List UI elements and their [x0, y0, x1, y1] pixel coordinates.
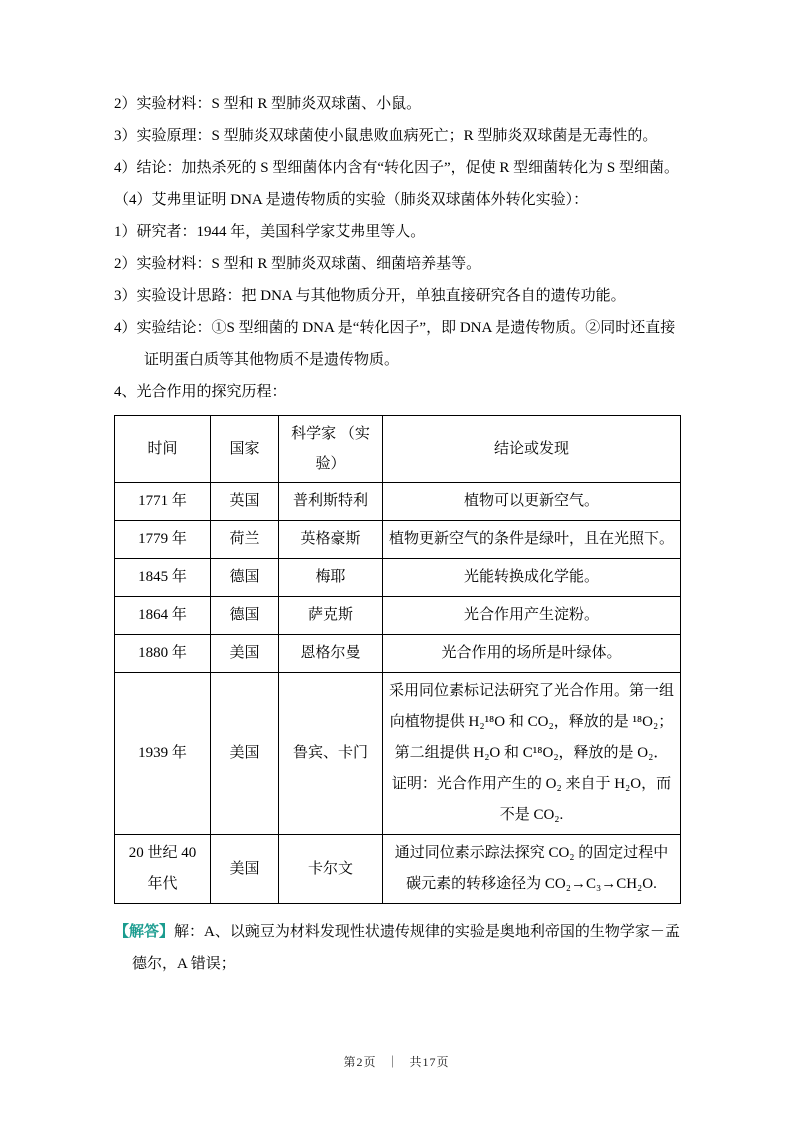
- cell-scientist: 萨克斯: [279, 597, 383, 635]
- cell-country: 美国: [211, 673, 279, 835]
- table-row: [115, 521, 681, 559]
- answer-paragraph: [114, 916, 682, 980]
- cell-country: 德国: [211, 597, 279, 635]
- footer-page-number: 第2页: [343, 1055, 377, 1069]
- cell-time: 1845 年: [115, 559, 211, 597]
- table-row: [115, 597, 681, 635]
- footer-separator: ｜: [386, 1055, 400, 1069]
- cell-time: 20 世纪 40 年代: [115, 835, 211, 904]
- cell-scientist: 卡尔文: [279, 835, 383, 904]
- page-footer: [0, 1053, 793, 1070]
- cell-country: 美国: [211, 635, 279, 673]
- cell-conclusion: 光合作用的场所是叶绿体。: [383, 635, 681, 673]
- cell-time: 1939 年: [115, 673, 211, 835]
- cell-conclusion: 采用同位素标记法研究了光合作用。第一组向植物提供 H₂¹⁸O 和 CO₂，释放的是 ¹⁸O₂；第二组提供 H₂O 和 C¹⁸O₂，释放的是 O₂．证明：光合作用产生的 O₂ 来自于 H₂O，而不是 CO₂.: [383, 673, 681, 835]
- answer-label: 【解答】: [114, 924, 175, 940]
- cell-country: 美国: [211, 835, 279, 904]
- cell-conclusion: 光合作用产生淀粉。: [383, 597, 681, 635]
- cell-scientist: 普利斯特利: [279, 483, 383, 521]
- paragraph-photosynthesis-heading: 4、光合作用的探究历程：: [114, 384, 287, 400]
- paragraph-design-idea: 3）实验设计思路：把 DNA 与其他物质分开，单独直接研究各自的遗传功能。: [114, 288, 626, 304]
- paragraph-exp-principle: 3）实验原理：S 型肺炎双球菌使小鼠患败血病死亡；R 型肺炎双球菌是无毒性的。: [114, 128, 658, 144]
- header-time: 时间: [115, 416, 211, 483]
- cell-conclusion: 植物更新空气的条件是绿叶，且在光照下。: [383, 521, 681, 559]
- paragraph-exp-conclusion: 4）实验结论：①S 型细菌的 DNA 是“转化因子”，即 DNA 是遗传物质。②同时还直接证明蛋白质等其他物质不是遗传物质。: [114, 320, 676, 368]
- table-row: [115, 835, 681, 904]
- cell-scientist: 英格豪斯: [279, 521, 383, 559]
- table-row: [115, 635, 681, 673]
- cell-time: 1779 年: [115, 521, 211, 559]
- cell-time: 1771 年: [115, 483, 211, 521]
- paragraph-avery-material: 2）实验材料：S 型和 R 型肺炎双球菌、细菌培养基等。: [114, 256, 482, 272]
- photosynthesis-history-table: [114, 415, 681, 904]
- cell-conclusion: 植物可以更新空气。: [383, 483, 681, 521]
- document-content: [114, 88, 682, 980]
- cell-time: 1880 年: [115, 635, 211, 673]
- cell-time: 1864 年: [115, 597, 211, 635]
- table-row: [115, 673, 681, 835]
- cell-country: 德国: [211, 559, 279, 597]
- table-row: [115, 483, 681, 521]
- table-row: [115, 559, 681, 597]
- header-conclusion: 结论或发现: [383, 416, 681, 483]
- header-country: 国家: [211, 416, 279, 483]
- paragraph-avery-title: （4）艾弗里证明 DNA 是遗传物质的实验（肺炎双球菌体外转化实验）：: [114, 192, 589, 208]
- cell-scientist: 梅耶: [279, 559, 383, 597]
- cell-country: 英国: [211, 483, 279, 521]
- paragraph-researcher: 1）研究者：1944 年，美国科学家艾弗里等人。: [114, 224, 426, 240]
- cell-conclusion: 光能转换成化学能。: [383, 559, 681, 597]
- table-header-row: [115, 416, 681, 483]
- footer-total-pages: 共17页: [409, 1055, 450, 1069]
- cell-scientist: 鲁宾、卡门: [279, 673, 383, 835]
- paragraph-conclusion: 4）结论：加热杀死的 S 型细菌体内含有“转化因子”，促使 R 型细菌转化为 S 型细菌。: [114, 160, 680, 176]
- header-scientist: 科学家 （实验）: [279, 416, 383, 483]
- paragraph-exp-material: 2）实验材料：S 型和 R 型肺炎双球菌、小鼠。: [114, 96, 422, 112]
- cell-country: 荷兰: [211, 521, 279, 559]
- answer-text: 解：A、以豌豆为材料发现性状遗传规律的实验是奥地利帝国的生物学家－孟德尔，A 错误；: [132, 924, 680, 972]
- cell-scientist: 恩格尔曼: [279, 635, 383, 673]
- cell-conclusion: 通过同位素示踪法探究 CO₂ 的固定过程中碳元素的转移途径为 CO₂→C₃→CH₂O.: [383, 835, 681, 904]
